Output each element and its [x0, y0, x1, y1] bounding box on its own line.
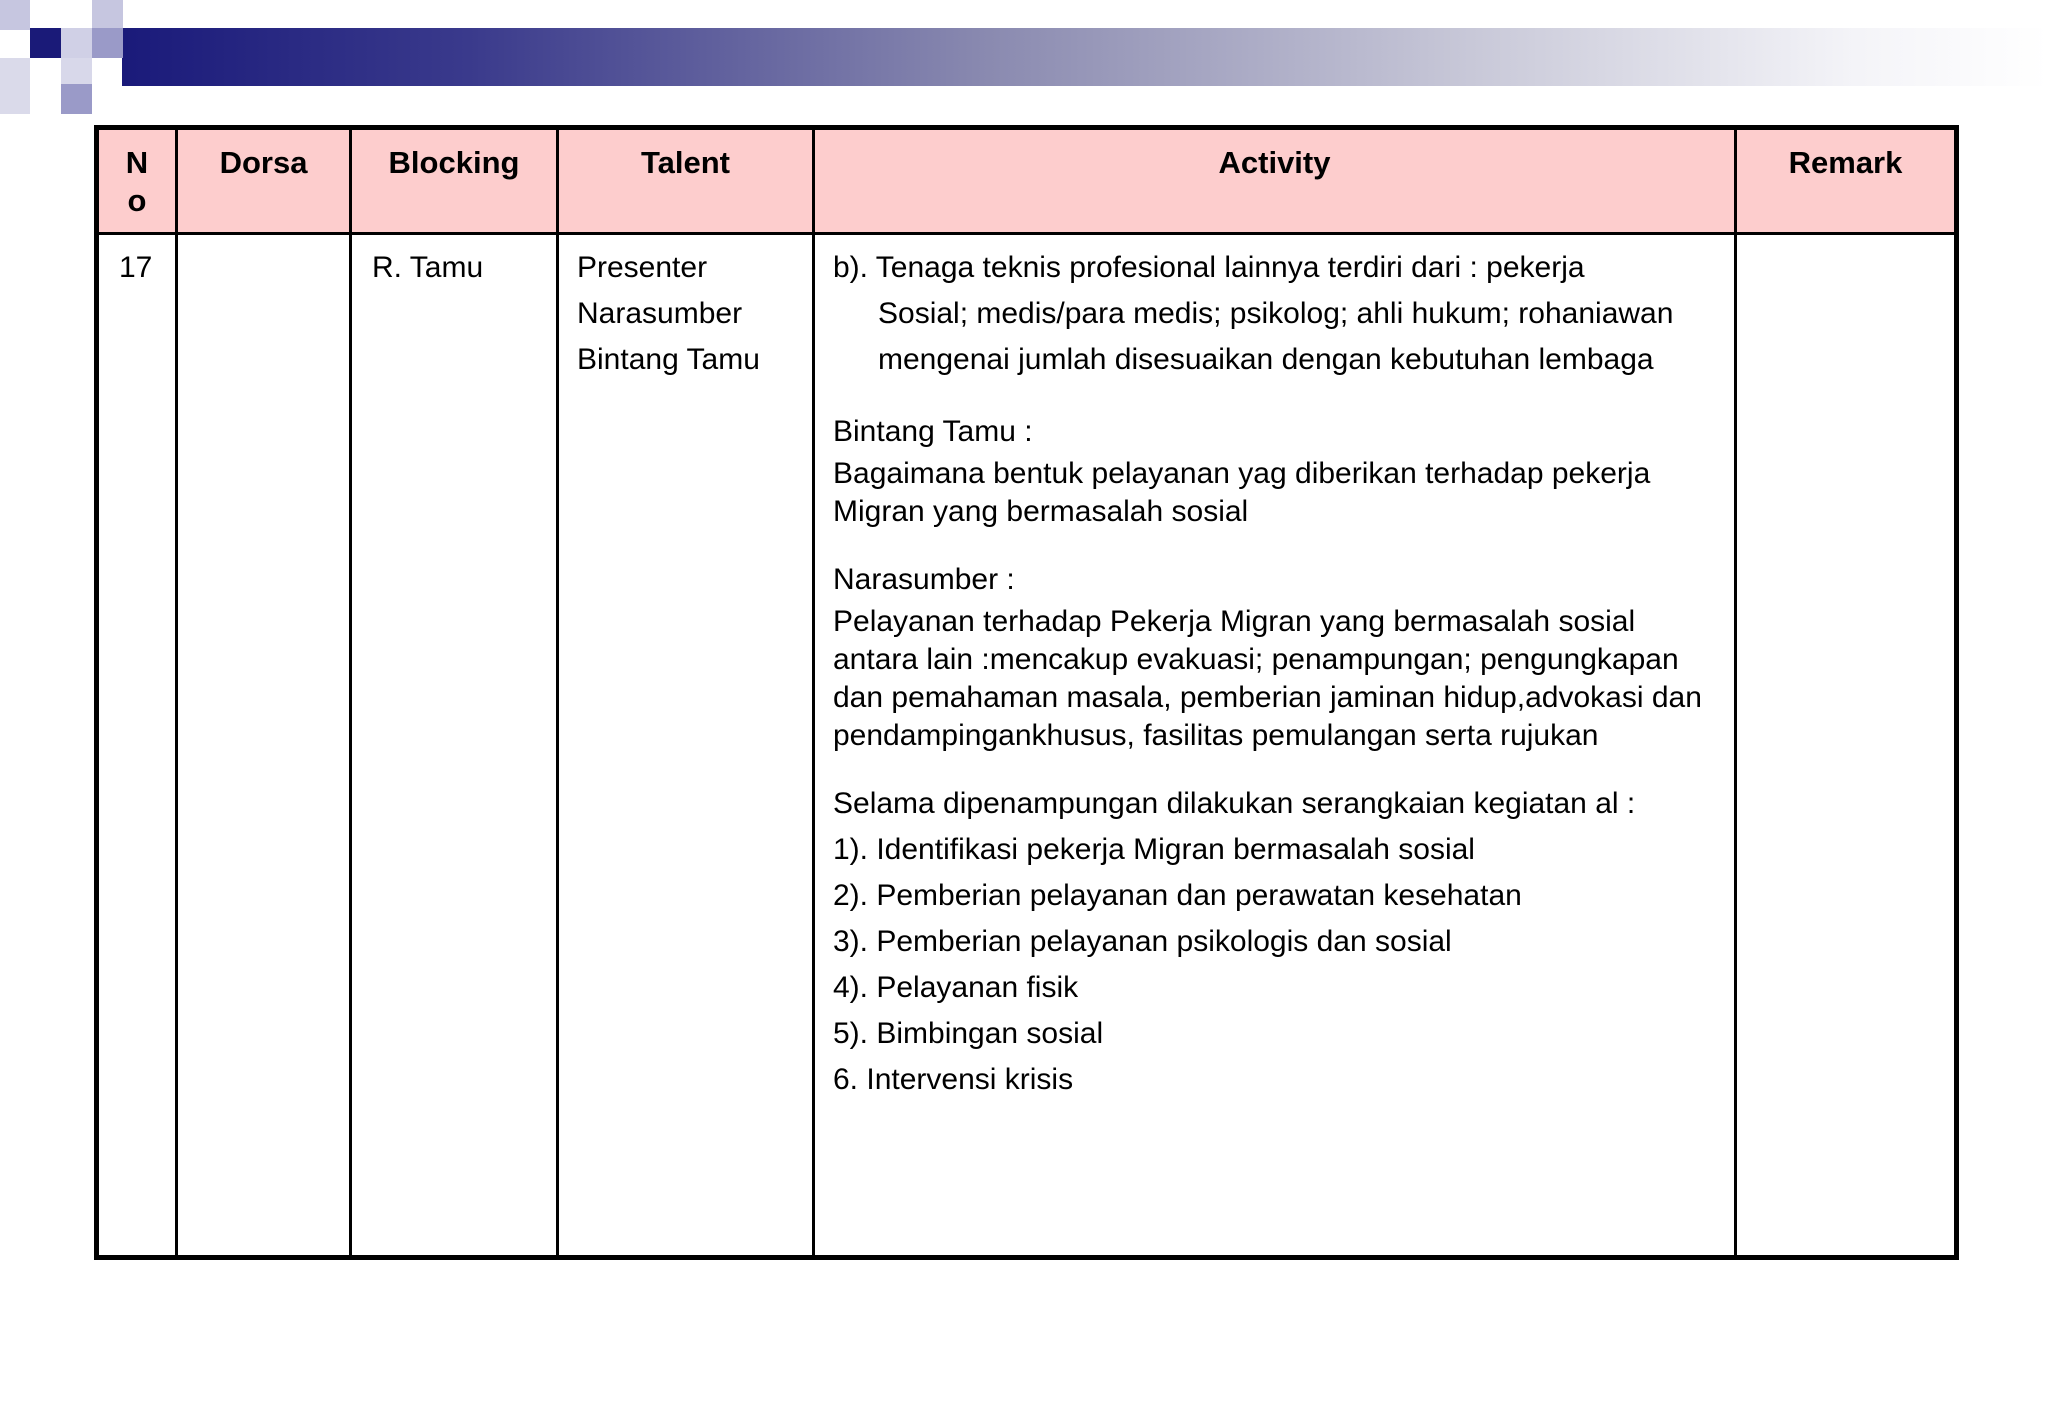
cell-remark — [1736, 234, 1957, 1258]
activities-intro: Selama dipenampungan dilakukan serangkaian kegiatan al : — [833, 787, 1636, 820]
activity-list-item: 1). Identifikasi pekerja Migran bermasalah sosial — [833, 833, 1475, 866]
cell-no: 17 — [97, 234, 177, 1258]
activity-list-item: 2). Pemberian pelayanan dan perawatan kesehatan — [833, 879, 1522, 912]
activity-intro-line: mengenai jumlah disesuaikan dengan kebutuhan lembaga — [878, 343, 1654, 376]
activity-list-item: 3). Pemberian pelayanan psikologis dan sosial — [833, 925, 1452, 958]
header-dorsa: Dorsa — [177, 128, 351, 234]
header-no-label: N o — [125, 145, 149, 218]
guest-section — [833, 409, 1718, 531]
decor-square — [30, 28, 61, 58]
header-blocking: Blocking — [351, 128, 558, 234]
decor-square — [92, 28, 123, 58]
decor-square — [92, 0, 123, 30]
speaker-label: Narasumber : — [833, 563, 1015, 596]
cell-talent — [558, 234, 814, 1258]
cell-blocking: R. Tamu — [351, 234, 558, 1258]
decor-square — [0, 0, 30, 30]
activities-section — [833, 781, 1718, 1103]
guest-label: Bintang Tamu : — [833, 415, 1033, 448]
activity-intro-line: b). Tenaga teknis profesional lainnya terdiri dari : pekerja — [833, 251, 1585, 284]
table-header-row — [97, 128, 1957, 234]
guest-question: Bagaimana bentuk pelayanan yag diberikan terhadap pekerja Migran yang bermasalah sosial — [833, 457, 1651, 528]
talent-item: Narasumber — [577, 297, 743, 330]
speaker-section — [833, 557, 1718, 755]
talent-item: Presenter — [577, 251, 708, 284]
activity-intro-line: Sosial; medis/para medis; psikolog; ahli hukum; rohaniawan — [878, 297, 1674, 330]
cell-activity — [814, 234, 1736, 1258]
activity-list-item: 5). Bimbingan sosial — [833, 1017, 1104, 1050]
decor-square — [61, 84, 92, 114]
speaker-answer: Pelayanan terhadap Pekerja Migran yang bermasalah sosial antara lain :mencakup evakuasi; penampungan; pengungkapan dan pemahaman masala, pemberian jaminan hidup,advokasi dan pendampingankhusus, fasilitas pemulangan serta rujukan — [833, 605, 1702, 752]
activity-intro — [833, 245, 1718, 383]
script-table — [94, 125, 1959, 1260]
decor-square — [0, 58, 30, 114]
header-activity: Activity — [814, 128, 1736, 234]
header-remark: Remark — [1736, 128, 1957, 234]
table-row — [97, 234, 1957, 1258]
header-no — [97, 128, 177, 234]
header-talent: Talent — [558, 128, 814, 234]
decor-square — [61, 58, 92, 84]
decor-square — [61, 28, 92, 58]
cell-dorsa — [177, 234, 351, 1258]
activity-list-item: 4). Pelayanan fisik — [833, 971, 1079, 1004]
talent-item: Bintang Tamu — [577, 343, 760, 376]
activity-list-item: 6. Intervensi krisis — [833, 1063, 1074, 1096]
header-gradient-band — [122, 28, 2048, 86]
